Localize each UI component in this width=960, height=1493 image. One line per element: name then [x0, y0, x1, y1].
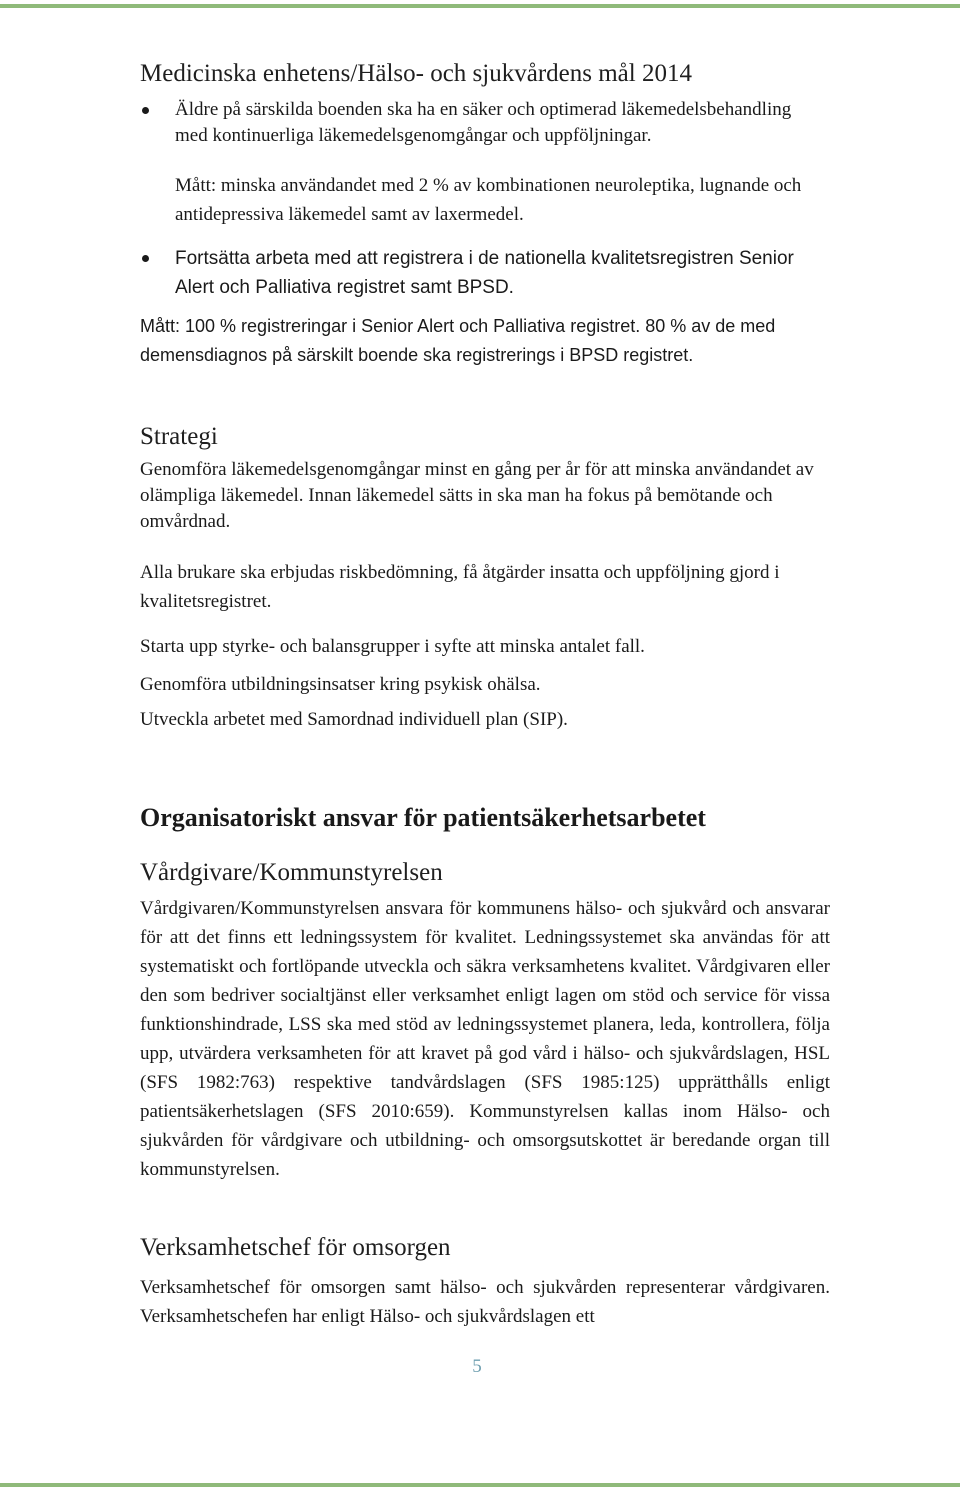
- list-item: [140, 97, 830, 149]
- strategy-heading: Strategi: [140, 423, 218, 450]
- org-paragraph-1: Vårdgivaren/Kommunstyrelsen ansvara för kommunens hälso- och sjukvård och ansvarar för att det finns ett ledningssystem för kvalitet. Ledningssystemet ska användas för att systematiskt och fortlöpande utveckla och säkra verksamhetens kvalitet. Vårdgivaren eller den som bedriver socialtjänst eller verksamhet enligt lagen om stöd och service för vissa funktionshindrade, LSS ska med stöd av ledningssystemet planera, leda, kontrollera, följa upp, utvärdera verksamheten för att kravet på god vård i hälso- och sjukvårdslagen, HSL (SFS 1982:763) respektive tandvårdslagen (SFS 1985:125) upprätthålls enligt patientsäkerhetslagen (SFS 2010:659). Kommunstyrelsen kallas inom Hälso- och sjukvården för vårdgivare och utbildning- och omsorgsutskottet är beredande organ till kommunstyrelsen.: [140, 898, 830, 1180]
- org-heading: Organisatoriskt ansvar för patientsäkerhetsarbetet: [140, 803, 706, 832]
- org-subheading-manager: Verksamhetschef för omsorgen: [140, 1234, 451, 1261]
- goals-list: [140, 97, 830, 149]
- goals-heading: Medicinska enhetens/Hälso- och sjukvårdens mål 2014: [140, 60, 692, 87]
- strategy-paragraph-4: Genomföra utbildningsinsatser kring psykisk ohälsa.: [140, 674, 541, 695]
- page-number: 5: [472, 1356, 482, 1377]
- goal-bullet-1: Äldre på särskilda boenden ska ha en säker och optimerad läkemedelsbehandling med kontinuerliga läkemedelsgenomgångar och uppföljningar.: [175, 99, 792, 146]
- list-item: [140, 244, 830, 302]
- goal-measure-2: Mått: 100 % registreringar i Senior Alert och Palliativa registret. 80 % av de med demensdiagnos på särskilt boende ska registrerings i BPSD registret.: [140, 316, 776, 365]
- bullet-icon: [142, 255, 149, 262]
- bullet-icon: [142, 107, 149, 114]
- strategy-paragraph-2: Alla brukare ska erbjudas riskbedömning, få åtgärder insatta och uppföljning gjord i kvalitetsregistret.: [140, 562, 780, 612]
- top-rule: [0, 4, 960, 8]
- goal-bullet-2: Fortsätta arbeta med att registrera i de nationella kvalitetsregistren Senior Alert och Palliativa registret samt BPSD.: [175, 248, 794, 298]
- goal-measure-1: Mått: minska användandet med 2 % av kombinationen neuroleptika, lugnande och antidepressiva läkemedel samt av laxermedel.: [175, 175, 802, 225]
- strategy-paragraph-5: Utveckla arbetet med Samordnad individuell plan (SIP).: [140, 709, 568, 730]
- org-subheading-board: Vårdgivare/Kommunstyrelsen: [140, 859, 443, 886]
- strategy-paragraph-1: Genomföra läkemedelsgenomgångar minst en gång per år för att minska användandet av olämpliga läkemedel. Innan läkemedel sätts in ska man ha fokus på bemötande och omvårdnad.: [140, 459, 814, 532]
- goals-list-2: [140, 244, 830, 302]
- strategy-paragraph-3: Starta upp styrke- och balansgrupper i syfte att minska antalet fall.: [140, 636, 645, 657]
- bottom-rule: [0, 1483, 960, 1487]
- org-paragraph-2: Verksamhetschef för omsorgen samt hälso- och sjukvården representerar vårdgivaren. Verksamhetschefen har enligt Hälso- och sjukvårdslagen ett: [140, 1277, 830, 1327]
